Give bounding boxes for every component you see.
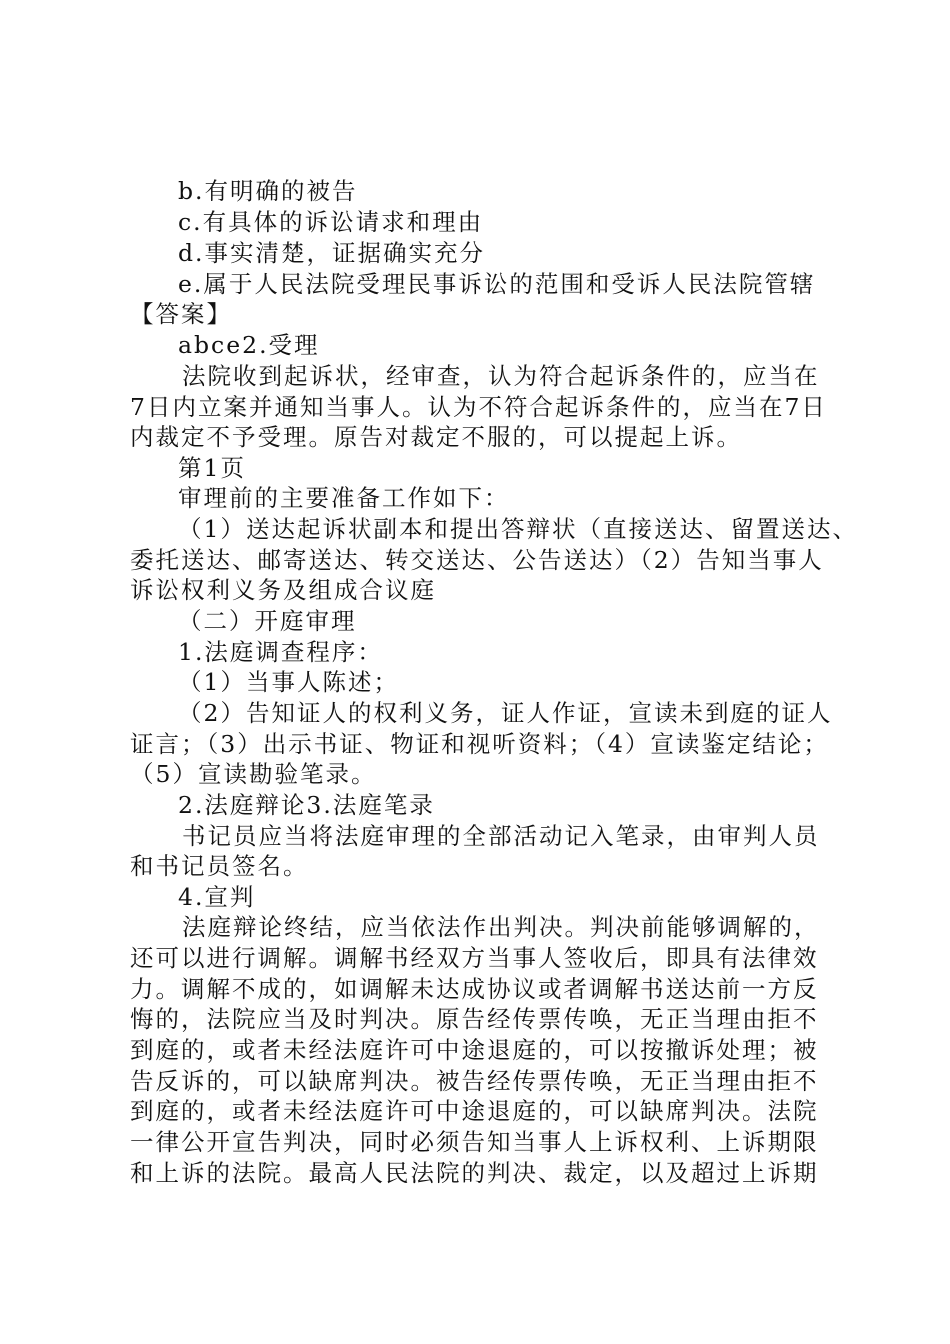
text-line: （5）宣读勘验笔录。 bbox=[130, 760, 377, 788]
section-heading: （二）开庭审理 bbox=[178, 607, 357, 635]
text-line: 力。调解不成的，如调解未达成协议或者调解书送达前一方反 bbox=[130, 975, 819, 1003]
text-line: 和上诉的法院。最高人民法院的判决、裁定，以及超过上诉期 bbox=[130, 1159, 819, 1187]
text-line: 一律公开宣告判决，同时必须告知当事人上诉权利、上诉期限 bbox=[130, 1128, 819, 1156]
text-line: 内裁定不予受理。原告对裁定不服的，可以提起上诉。 bbox=[130, 423, 742, 451]
text-line: 诉讼权利义务及组成合议庭 bbox=[130, 576, 436, 604]
text-line: c.有具体的诉讼请求和理由 bbox=[178, 208, 484, 236]
text-line: b.有明确的被告 bbox=[178, 177, 358, 205]
text-line: d.事实清楚，证据确实充分 bbox=[178, 239, 486, 267]
text-line: e.属于人民法院受理民事诉讼的范围和受诉人民法院管辖 bbox=[178, 270, 816, 298]
answer-heading: 【答案】 bbox=[130, 300, 232, 328]
text-line: 法庭辩论终结，应当依法作出判决。判决前能够调解的， bbox=[182, 913, 820, 941]
text-line: 7日内立案并通知当事人。认为不符合起诉条件的，应当在7日 bbox=[130, 393, 827, 421]
text-line: 还可以进行调解。调解书经双方当事人签收后，即具有法律效 bbox=[130, 944, 819, 972]
text-line: 告反诉的，可以缺席判决。被告经传票传唤，无正当理由拒不 bbox=[130, 1067, 819, 1095]
text-line: （2）告知证人的权利义务，证人作证，宣读未到庭的证人 bbox=[178, 699, 833, 727]
page-number: 第1页 bbox=[178, 454, 246, 482]
text-line: 到庭的，或者未经法庭许可中途退庭的，可以按撤诉处理；被 bbox=[130, 1036, 819, 1064]
text-line: 4.宣判 bbox=[178, 883, 256, 911]
text-line: 证言；（3）出示书证、物证和视听资料；（4）宣读鉴定结论； bbox=[130, 730, 829, 758]
text-line: 悔的，法院应当及时判决。原告经传票传唤，无正当理由拒不 bbox=[130, 1005, 819, 1033]
text-line: 委托送达、邮寄送达、转交送达、公告送达）（2）告知当事人 bbox=[130, 546, 824, 574]
text-line: 2.法庭辩论3.法庭笔录 bbox=[178, 791, 435, 819]
text-line: 和书记员签名。 bbox=[130, 852, 309, 880]
text-line: abce2.受理 bbox=[178, 331, 320, 359]
text-line: （1）当事人陈述； bbox=[178, 668, 399, 696]
text-line: 到庭的，或者未经法庭许可中途退庭的，可以缺席判决。法院 bbox=[130, 1097, 819, 1125]
text-line: 审理前的主要准备工作如下： bbox=[178, 484, 510, 512]
text-line: （1）送达起诉状副本和提出答辩状（直接送达、留置送达、 bbox=[178, 515, 858, 543]
text-line: 法院收到起诉状，经审查，认为符合起诉条件的，应当在 bbox=[182, 362, 820, 390]
text-line: 1.法庭调查程序： bbox=[178, 638, 383, 666]
text-line: 书记员应当将法庭审理的全部活动记入笔录，由审判人员 bbox=[182, 822, 820, 850]
